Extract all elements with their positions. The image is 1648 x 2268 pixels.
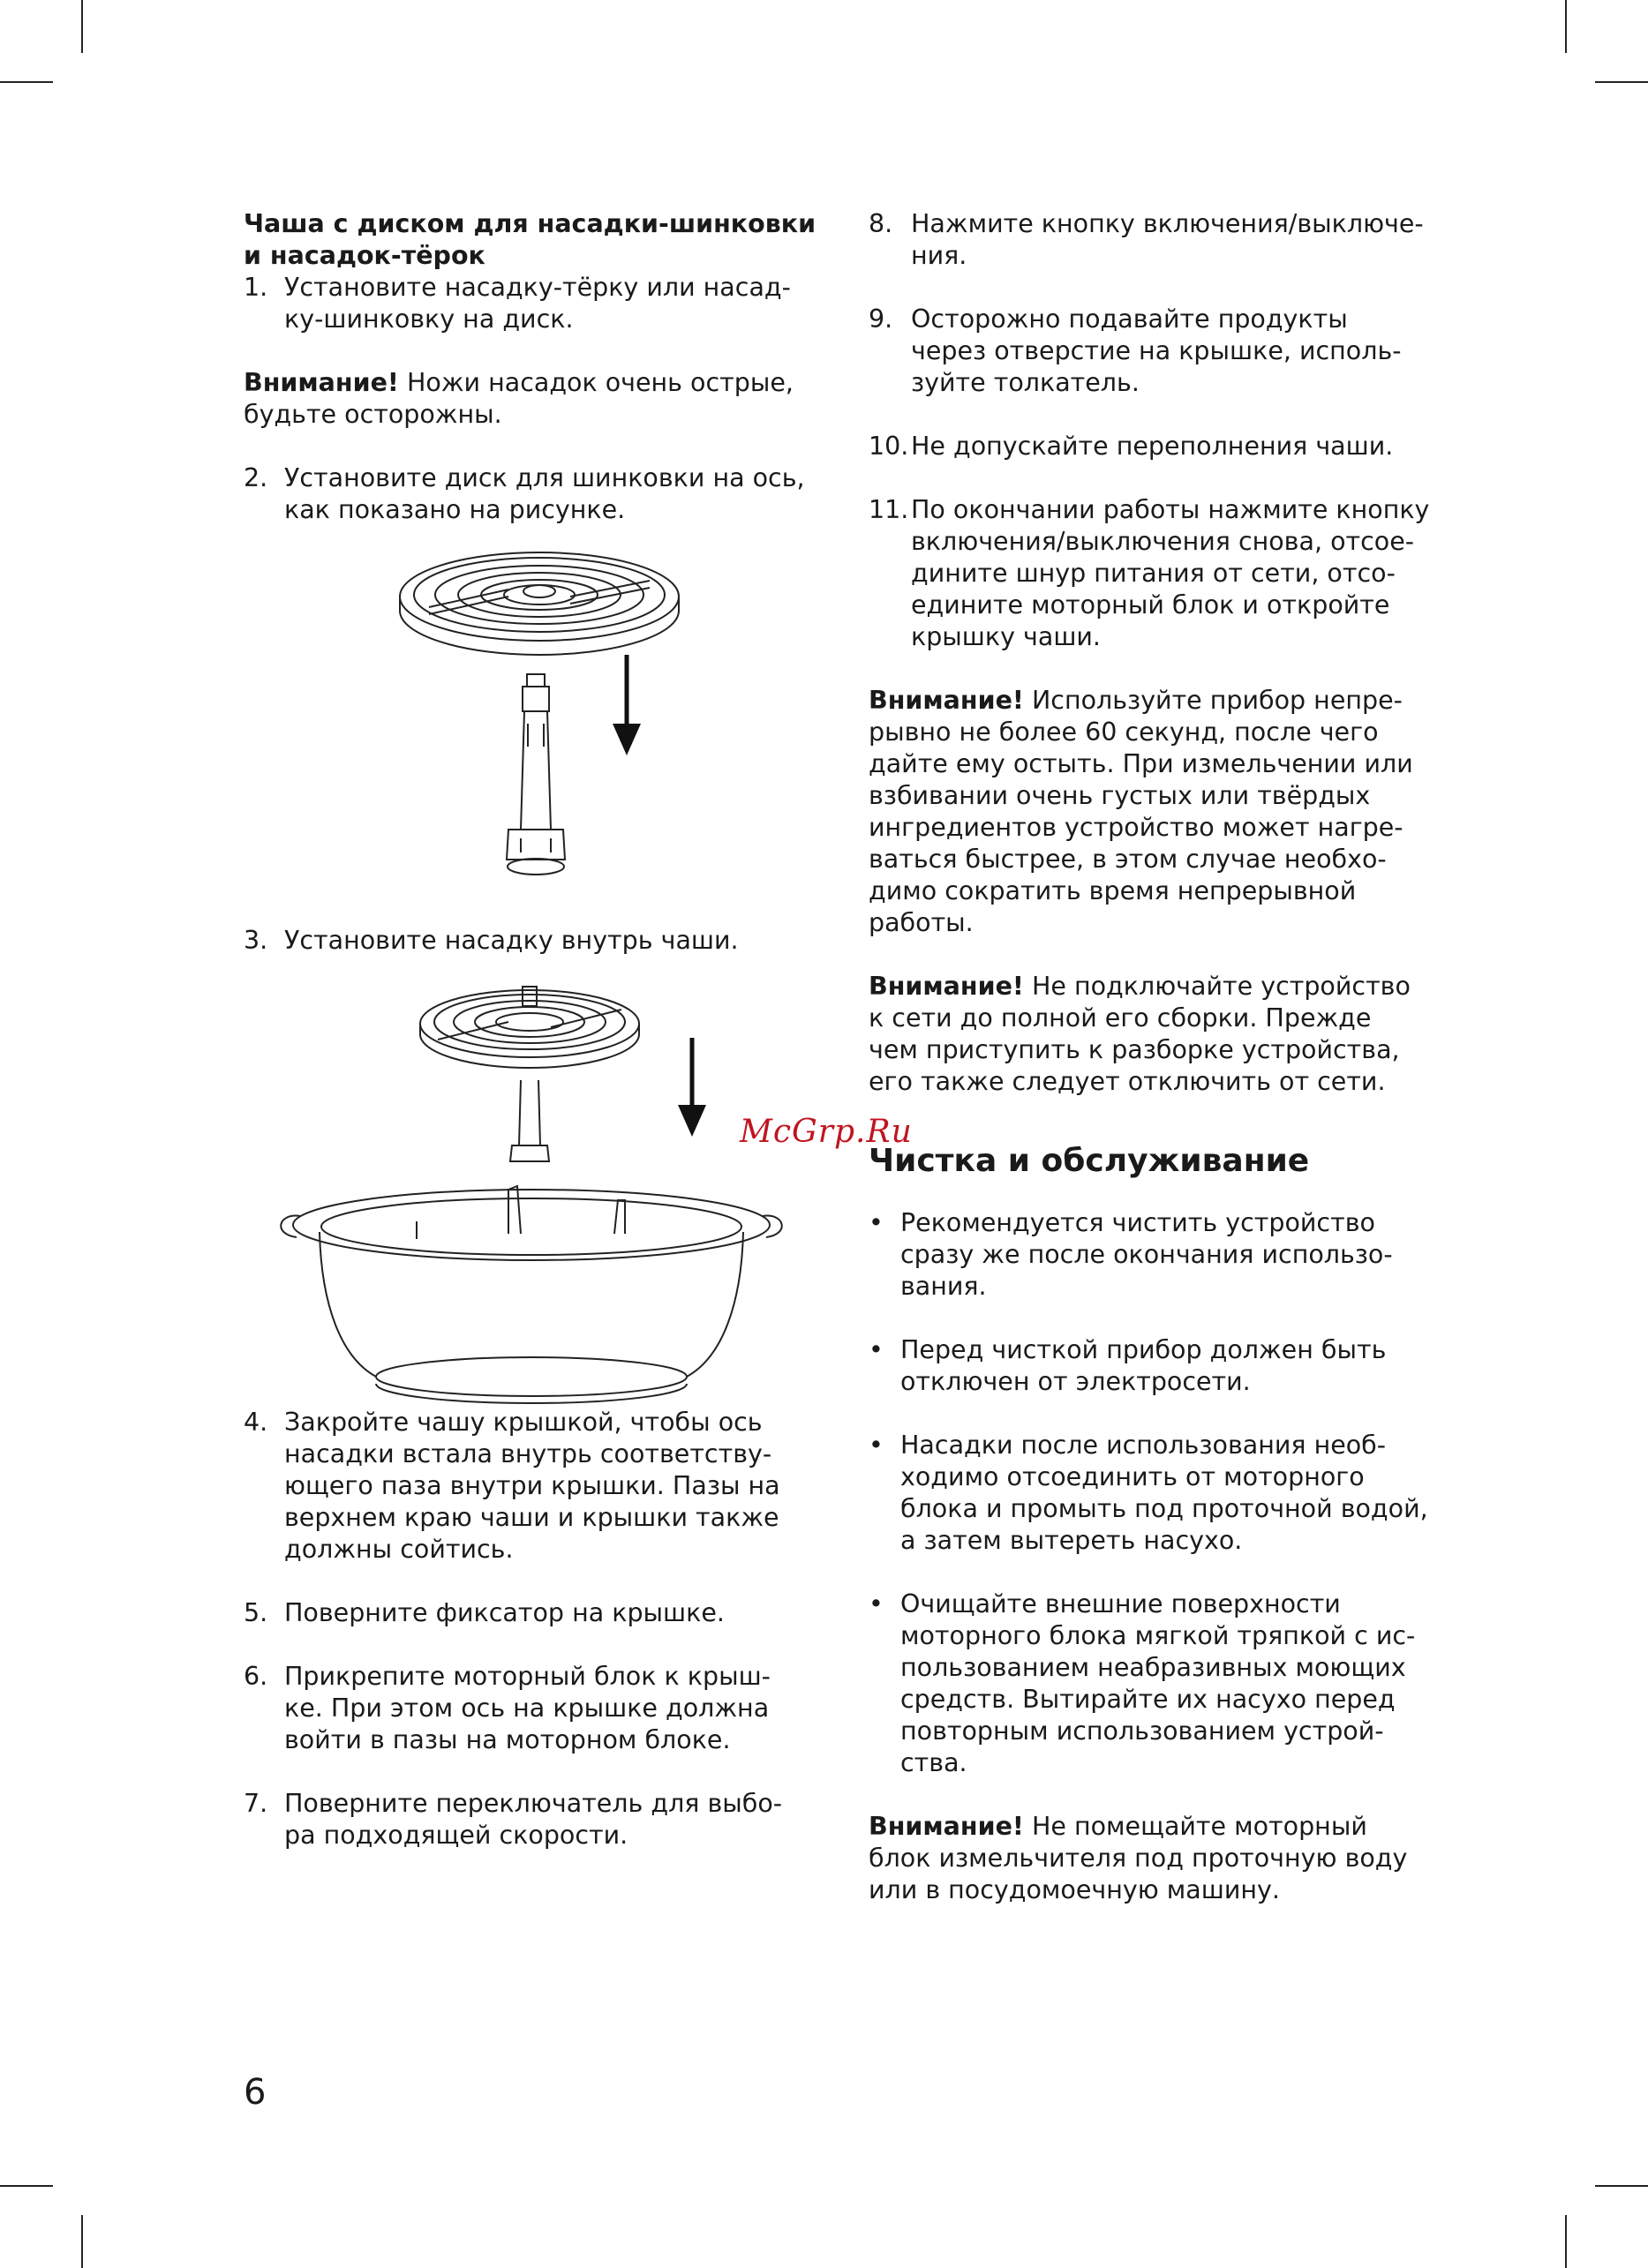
bullet-item: [869, 1334, 1469, 1398]
step-number: 3.: [244, 926, 268, 955]
warning-label: Внимание!: [869, 972, 1024, 1001]
warning-text: Используйте прибор непре-: [1023, 686, 1403, 715]
warning-text: работы.: [869, 908, 974, 937]
step-number: 7.: [244, 1789, 268, 1818]
warning-text: или в посудомоечную машину.: [869, 1875, 1280, 1904]
bullet-text: средств. Вытирайте их насухо перед: [900, 1685, 1396, 1714]
warning-text: чем приступить к разборке устройства,: [869, 1035, 1400, 1064]
bullet-text: блока и промыть под проточной водой,: [900, 1494, 1428, 1523]
warning-continuous-use: [869, 685, 1469, 939]
step-5: [244, 1597, 835, 1629]
bullet-text: Насадки после использования необ-: [900, 1431, 1387, 1460]
warning-text: взбивании очень густых или твёрдых: [869, 781, 1371, 810]
warning-label: Внимание!: [244, 368, 399, 397]
step-text: Прикрепите моторный блок к крыш-: [284, 1662, 771, 1691]
step-number: 4.: [244, 1408, 268, 1437]
warning-text: к сети до полной его сборки. Прежде: [869, 1003, 1372, 1033]
bullet-text: сразу же после окончания использо-: [900, 1240, 1393, 1269]
bullet-text: отключен от электросети.: [900, 1367, 1251, 1396]
step-4: [244, 1407, 835, 1566]
step-text: Установите диск для шинковки на ось,: [284, 463, 805, 492]
bullet-item: [869, 1207, 1469, 1303]
step-text: Осторожно подавайте продукты: [911, 304, 1348, 334]
bullet-marker: •: [869, 1335, 884, 1364]
step-text: Не допускайте переполнения чаши.: [911, 432, 1394, 461]
bullet-text: повторным использованием устрой-: [900, 1716, 1384, 1746]
bullet-text: вания.: [900, 1272, 987, 1301]
step-text: ра подходящей скорости.: [284, 1821, 628, 1850]
step-text: По окончании работы нажмите кнопку: [911, 495, 1430, 524]
step-text: Нажмите кнопку включения/выключе-: [911, 209, 1424, 238]
step-number: 9.: [869, 304, 893, 334]
step-10: [869, 431, 1469, 462]
step-text: как показано на рисунке.: [284, 495, 626, 524]
crop-mark: [81, 0, 83, 53]
step-text: Установите насадку-тёрку или насад-: [284, 273, 791, 302]
warning-text: димо сократить время непрерывной: [869, 876, 1357, 905]
page-number: 6: [244, 2072, 267, 2113]
step-7: [244, 1788, 835, 1851]
step-text: Поверните фиксатор на крышке.: [284, 1598, 725, 1627]
step-9: [869, 304, 1469, 399]
step-text: едините моторный блок и откройте: [911, 590, 1390, 620]
bullet-text: пользованием неабразивных моющих: [900, 1653, 1406, 1682]
section-title-cleaning: Чистка и обслуживание: [869, 1143, 1310, 1179]
bullet-text: ходимо отсоединить от моторного: [900, 1462, 1365, 1491]
bullet-text: ства.: [900, 1748, 967, 1777]
step-number: 6.: [244, 1662, 268, 1691]
step-number: 8.: [869, 209, 893, 238]
warning-motor-water: [869, 1811, 1469, 1906]
crop-mark: [0, 2185, 53, 2187]
bullet-marker: •: [869, 1431, 884, 1460]
step-text: через отверстие на крышке, исполь-: [911, 336, 1402, 365]
step-text: ке. При этом ось на крышке должна: [284, 1693, 770, 1723]
crop-mark: [1565, 2215, 1567, 2268]
crop-mark: [1595, 81, 1648, 83]
step-text: войти в пазы на моторном блоке.: [284, 1725, 731, 1754]
crop-mark: [1595, 2185, 1648, 2187]
warning-text: Не помещайте моторный: [1023, 1812, 1367, 1841]
bullet-item: [869, 1430, 1469, 1557]
step-text: Закройте чашу крышкой, чтобы ось: [284, 1408, 763, 1437]
section-heading: [244, 208, 835, 272]
warning-sharp-blades: [244, 367, 835, 431]
warning-text: ингредиентов устройство может нагре-: [869, 813, 1403, 842]
step-text: крышку чаши.: [911, 622, 1101, 651]
step-text: ку-шинковку на диск.: [284, 304, 574, 334]
step-text: Установите насадку внутрь чаши.: [284, 926, 739, 955]
step-8: [869, 208, 1469, 272]
step-6: [244, 1661, 835, 1756]
heading-line: Чаша с диском для насадки-шинковки: [244, 209, 816, 238]
warning-text: Не подключайте устройство: [1023, 972, 1411, 1001]
warning-text: рывно не более 60 секунд, после чего: [869, 717, 1379, 747]
step-text: верхнем краю чаши и крышки также: [284, 1503, 779, 1532]
warning-text: Ножи насадок очень острые,: [398, 368, 794, 397]
bullet-item: [869, 1588, 1469, 1779]
disk-shaft-illustration: [244, 538, 835, 925]
step-text: ния.: [911, 241, 967, 270]
step-text: Поверните переключатель для выбо-: [284, 1789, 783, 1818]
crop-mark: [1565, 0, 1567, 53]
step-text: включения/выключения снова, отсое-: [911, 527, 1415, 556]
warning-text: будьте осторожны.: [244, 400, 502, 429]
bullet-text: Очищайте внешние поверхности: [900, 1589, 1341, 1618]
bullet-text: моторного блока мягкой тряпкой с ис-: [900, 1621, 1416, 1650]
step-2: [244, 462, 835, 526]
disk-bowl-drawing: [244, 969, 835, 1407]
warning-text: блок измельчителя под проточную воду: [869, 1844, 1408, 1873]
bullet-text: Рекомендуется чистить устройство: [900, 1208, 1375, 1237]
right-column: [869, 208, 1469, 1906]
crop-mark: [81, 2215, 83, 2268]
watermark: McGrp.Ru: [740, 1114, 913, 1150]
warning-assembly: [869, 971, 1469, 1098]
warning-text: дайте ему остыть. При измельчении или: [869, 749, 1413, 778]
warning-label: Внимание!: [869, 1812, 1024, 1841]
bullet-marker: •: [869, 1208, 884, 1237]
bullet-text: Перед чисткой прибор должен быть: [900, 1335, 1387, 1364]
step-text: насадки встала внутрь соответству-: [284, 1439, 772, 1468]
heading-line: и насадок-тёрок: [244, 241, 485, 270]
crop-mark: [0, 81, 53, 83]
step-text: зуйте толкатель.: [911, 368, 1140, 397]
step-number: 2.: [244, 463, 268, 492]
step-number: 5.: [244, 1598, 268, 1627]
step-3: [244, 925, 835, 957]
step-text: дините шнур питания от сети, отсо-: [911, 559, 1396, 588]
disk-in-bowl-illustration: [244, 969, 835, 1407]
left-column: [244, 208, 835, 1851]
warning-label: Внимание!: [869, 686, 1024, 715]
step-1: [244, 272, 835, 335]
step-number: 1.: [244, 273, 268, 302]
step-number: 10.: [869, 432, 909, 461]
bullet-marker: •: [869, 1589, 884, 1618]
disk-shaft-drawing: [244, 538, 835, 925]
step-text: должны сойтись.: [284, 1535, 514, 1564]
step-11: [869, 494, 1469, 653]
step-text: ющего паза внутри крышки. Пазы на: [284, 1471, 780, 1500]
bullet-text: а затем вытереть насухо.: [900, 1526, 1243, 1555]
warning-text: его также следует отключить от сети.: [869, 1067, 1386, 1096]
step-number: 11.: [869, 495, 909, 524]
warning-text: ваться быстрее, в этом случае необхо-: [869, 845, 1387, 874]
